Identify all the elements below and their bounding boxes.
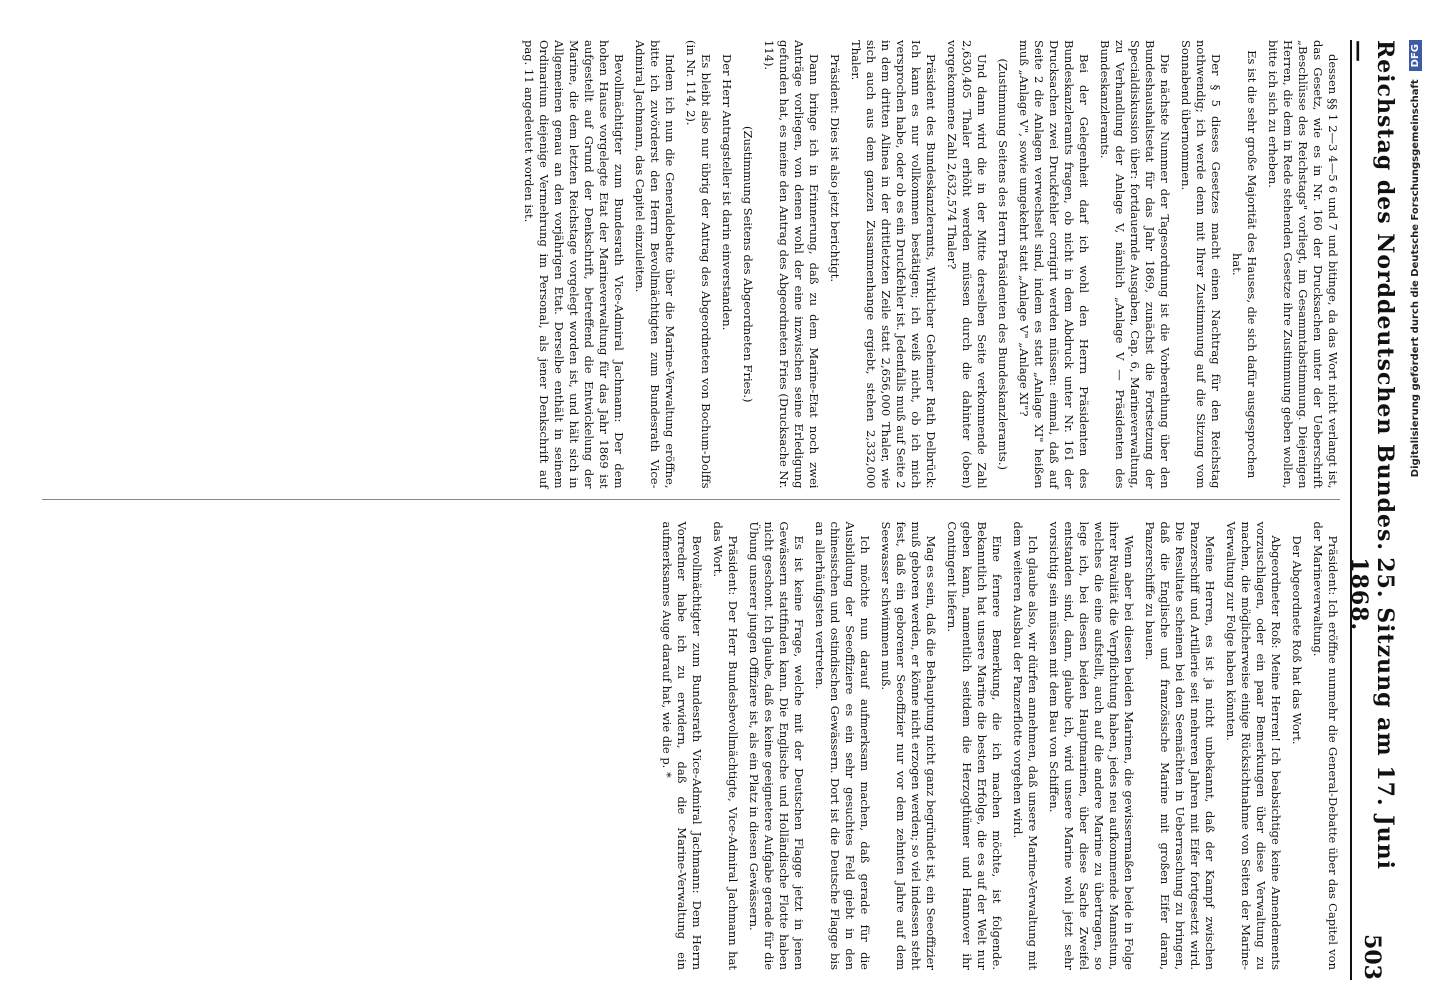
paragraph: Präsident: Ich eröffne nunmehr die General-Debatte über das Capitel von der Marineverwaltung. <box>1311 521 1340 970</box>
dfg-credit-text: Digitalisierung gefördert durch die Deutsche Forschungsgemeinschaft <box>1409 79 1421 478</box>
paragraph: Dann bringe ich in Erinnerung, daß zu dem Marine-Etat noch zwei Anträge vorliegen, von denen wohl der eine inzwischen seine Erledigung gefunden hat, es meine den Antrag des Abgeordneten Fries (Drucksache Nr. 114). <box>762 40 821 489</box>
page-number: 503 <box>1359 934 1385 980</box>
paragraph: (Zustimmung Seitens des Herrn Präsidenten des Bundeskanzleramts.) <box>996 58 1010 471</box>
paragraph: Indem ich nun die Generaldebatte über die Marine-Verwaltung eröffne, bitte ich zuvörderst den Herrn Bevollmächtigten zum Bundesrath Vice-Admiral Jachmann, das Capitel einzuleiten. <box>633 40 677 489</box>
paragraph: Ich möchte nun darauf aufmerksam machen, daß gerade für die Ausbildung der Seeoffiziere es ein sehr gesuchtes Feld giebt in den chinesischen und ostindischen Gewässern. Dort ist die Deutsche Flagge bis an allerhäufigsten vertreten. <box>813 521 872 970</box>
paragraph: Es ist die sehr große Majorität des Hauses, die sich dafür ausgesprochen hat. <box>1230 50 1259 479</box>
paragraph: Ich glaube also, wir dürfen annehmen, daß unsere Marine-Verwaltung mit dem weiteren Ausbau der Panzerflotte vorgehen wird. <box>1011 521 1040 970</box>
paragraph: Der § 5 dieses Gesetzes macht einen Nachtrag für den Reichstag nothwendig; ich werde denn mit Ihrer Zustimmung auf die Sitzung vom Sonnabend übernommen. <box>1179 40 1223 489</box>
page-body <box>42 40 1398 980</box>
rotated-page <box>42 40 1398 980</box>
paragraph: (Zustimmung Seitens des Abgeordneten Fries.) <box>741 125 755 403</box>
paragraph: Es bleibt also nur übrig der Antrag des Abgeordneten von Bochum-Dolffs (in Nr. 114, 2). <box>684 40 713 489</box>
paragraph: Und dann wird die in der Mitte derselben Seite verkommende Zahl 2,630,405 Thaler erhöht werden müssen durch die dahinter (oben) vorgekommene Zahl 2,632,574 Thaler? <box>945 40 989 489</box>
text-columns <box>42 40 1340 980</box>
paragraph: Bevollmächtigter zum Bundesrath Vice-Admiral Jachmann: Dem Herrn Vorredner habe ich zu erwidern, daß die Marine-Verwaltung ein aufmerksames Auge darauf hat, wie die p. * <box>660 521 704 970</box>
paragraph: Der Herr Antragsteller ist darin einverstanden. <box>720 54 734 331</box>
paragraph: Präsident des Bundeskanzleramts, Wirklicher Geheimer Rath Delbrück: Ich kann es nur vollkommen bestätigen; ich weiß nicht, ob ich mich versprochen habe, oder ob es ein Druckfehler ist. Jedenfalls muß auf Seite 2 in dem dritten Alinea in der drittletzten Zeile statt 2,656,000 Thaler, wie sich auch aus dem ganzen Zusammenhange ergiebt, stehen 2,332,000 Thaler. <box>849 40 938 489</box>
dfg-logo: DFG <box>1409 40 1422 71</box>
paragraph: dessen §§ 1 2—3 4—5 6 und 7 und bitinge, da das Wort nicht verlangt ist, das Gesetz, wie es in Nr. 160 der Drucksachen unter der Ueberschrift „Beschlüsse des Reichstags" vorliegt, im Gesammtabstimmung. Diejenigen Herren, die dem in Rede stehenden Gesetze ihre Zustimmung geben wollen, bitte ich sich zu erheben. <box>1266 40 1340 489</box>
paragraph: Bei der Gelegenheit darf ich wohl den Herrn Präsidenten des Bundeskanzleramts fragen, ob nicht in dem Abdruck unter Nr. 161 der Drucksachen zwei Druckfehler corrigirt werden müssen: einmal, daß auf Seite 2 die Anlagen verwechselt sind, indem es statt „Anlage XI" heißen muß „Anlage V", sowie umgekehrt statt „Anlage V" „Anlage XI"? <box>1017 40 1091 489</box>
paragraph: Meine Herren, es ist ja nicht unbekannt, daß der Kampf zwischen Panzerschiff und Artillerie seit mehreren Jahren mit Eifer fortgesetzt wird. Die Resultate scheinen bei den Seemächten in Ueberraschung zu bringen, daß die Englische und französische Marine mit großen Eifer daran, Panzerschiffe zu bauen. <box>1143 521 1217 970</box>
dfg-credit-strip <box>1404 40 1426 960</box>
dfg-credit-text-wrap <box>1404 40 1426 960</box>
paragraph: Wenn aber bei diesen beiden Marinen, die gewissermaßen beide in Folge ihrer Rivalität die Verpflichtung haben, jedes neu aufkommende Mannstum, welches die eine aufstellt, auch auf die andere Marine zu übertragen, so lege ich, bei diesen beiden Hauptmarinen, über diese Sache Zweifel entstanden sind, dann, glaube ich, wird unsere Marine wohl jetzt sehr vorsichtig sein müssen mit dem Bau von Schiffen. <box>1047 521 1136 970</box>
paragraph: Bevollmächtigter zum Bundesrath Vice-Admiral Jachmann: Der dem hohen Hause vorgelegte Etat der Marineverwaltung für das Jahr 1869 ist aufgestellt auf Grund der Denkschrift, betreffend die Entwickelung der Marine, die dem letzten Reichstage vorgelegt worden ist, und hält sich in Allgemeinen genau an den vorjährigen Etat. Derselbe enthält in seinem Ordinarium diejenige Vermehrung im Personal, als jener Denkschrift auf pag. 11 angedeutet worden ist. <box>522 40 626 489</box>
paragraph: Mag es sein, daß die Behauptung nicht ganz begründet ist, ein Seeoffizier muß geboren werden, er könne nicht erzogen werden; so viel indessen steht fest, daß ein geborener Seeoffizier nur vor dem zehnten Jahre auf dem Seewasser schwimmen muß. <box>879 521 938 970</box>
paragraph: Der Abgeordnete Roß hat das Wort. <box>1290 535 1304 745</box>
paragraph: Präsident: Der Herr Bundesbevollmächtigte, Vice-Admiral Jachmann hat das Wort. <box>711 521 740 970</box>
header-title-right: 25. Sitzung am 17. Juni 1868. <box>1346 557 1398 871</box>
header-title-left: Reichstag des Norddeutschen Bundes. — <box>1346 40 1398 552</box>
column-left <box>42 40 1340 500</box>
paragraph: Eine fernere Bemerkung, die ich machen möchte, ist folgende. Bekanntlich hat unsere Marine die besten Erfolge, die es auf der Welt nur geben kann, namentlich seitdem die Herzogthümer und Hannover ihr Contingent liefern. <box>945 521 1004 970</box>
paragraph: Präsident: Dies ist also jetzt berichtigt. <box>828 54 842 282</box>
paragraph: Es ist keine Frage, welche mit der Deutschen Flagge jetzt in jenen Gewässern stattfinden kann. Die Englische und Holländische Flotte haben nicht geschont. Ich glaube, daß es keine geeignetere Aufgabe gerade für die Übung unserer jungen Offiziere ist, als ein Platz in diesen Gewässern. <box>747 521 806 970</box>
column-right <box>42 522 1340 981</box>
page-header <box>1346 40 1398 980</box>
paragraph: Die nächste Nummer der Tagesordnung ist die Vorberathung über den Bundeshaushaltsetat für das Jahr 1869, zunächst die Fortsetzung der Specialdiskussion über: fortdauernde Ausgaben, Cap. 6, Marineverwaltung, zu Verhandlung der Anlage V, nämlich „Anlage V — Präsidenten des Bundeskanzleramts. <box>1098 40 1172 489</box>
paragraph: Abgeordneter Roß: Meine Herren! Ich beabsichtige keine Amendements vorzuschlagen, oder ein paar Bemerkungen über diese Verwaltung zu machen, die möglicherweise einige Rücksichtnahme von Seiten der Marine-Verwaltung zur Folge haben könnten. <box>1224 521 1283 970</box>
